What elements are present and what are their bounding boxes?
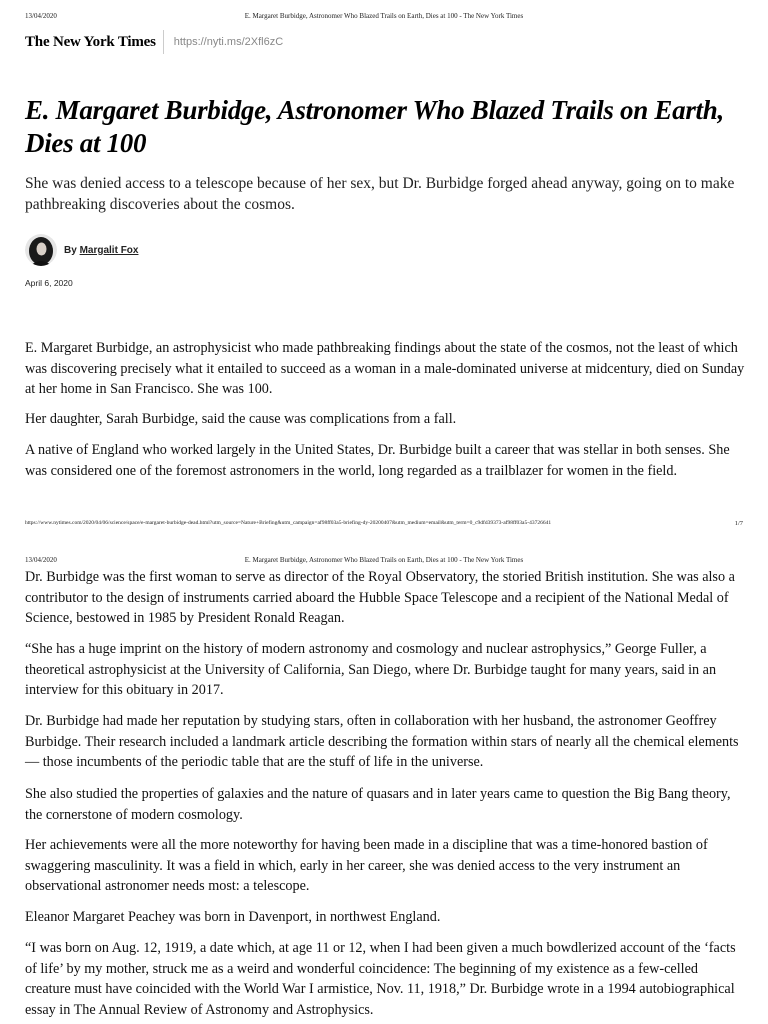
print-title: E. Margaret Burbidge, Astronomer Who Blazed Trails on Earth, Dies at 100 - The New York Times xyxy=(244,556,524,564)
body-paragraph: Her daughter, Sarah Burbidge, said the cause was complications from a fall. xyxy=(25,411,457,427)
page-footer-url: https://www.nytimes.com/2020/04/06/science/space/e-margaret-burbidge-dead.html?utm_source=Nature+Briefing&utm_campaign=af98ff03a5-briefing-dy-20200407&utm_medium=email&utm_term=0_c9dfd39373-af98ff03a5-43726641 xyxy=(25,520,552,526)
body-paragraph: Her achievements were all the more noteworthy for having been made in a discipline that was a time-honored bastion of swaggering masculinity. It was a field in which, early in her career, she was denied access to the very instrument an observational astronomer needs most: a telescope. xyxy=(25,837,708,895)
body-paragraph: “She has a huge imprint on the history of modern astronomy and cosmology and nuclear astrophysics,” George Fuller, a theoretical astrophysicist at the University of California, San Diego, where Dr. Burbidge taught for many years, said in an interview for this obituary in 2017. xyxy=(25,641,717,699)
author-portrait-icon xyxy=(25,234,57,266)
body-paragraph: “I was born on Aug. 12, 1919, a date which, at age 11 or 12, when I had been given a much bowdlerized account of the ‘facts of life’ by my mother, struck me as a weird and wonderful coincidence: The beginning of my existence as a few-celled creature must have coincided with the World War I armistice, Nov. 11, 1918,” Dr. Burbidge wrote in a 1994 autobiographical essay in The Annual Review of Astronomy and Astrophysics. xyxy=(25,940,736,1018)
author-link[interactable]: Margalit Fox xyxy=(79,244,139,256)
short-url-link[interactable]: https://nyti.ms/2Xfl6zC xyxy=(173,36,284,48)
print-title: E. Margaret Burbidge, Astronomer Who Blazed Trails on Earth, Dies at 100 - The New York Times xyxy=(244,12,524,20)
nyt-logo[interactable]: The New York Times xyxy=(25,33,156,50)
body-paragraph: Dr. Burbidge had made her reputation by studying stars, often in collaboration with her husband, the astronomer Geoffrey Burbidge. Their research included a landmark article describing the formation within stars of nearly all the chemical elements — those incumbents of the periodic table that are the stuff of life in the universe. xyxy=(25,713,739,771)
print-date: 13/04/2020 xyxy=(25,556,57,564)
body-paragraph: Eleanor Margaret Peachey was born in Davenport, in northwest England. xyxy=(25,909,441,925)
byline-text xyxy=(64,245,138,256)
article-summary: She was denied access to a telescope because of her sex, but Dr. Burbidge forged ahead anyway, going on to make pathbreaking discoveries about the cosmos. xyxy=(25,175,735,213)
body-paragraph: Dr. Burbidge was the first woman to serve as director of the Royal Observatory, the storied British institution. She was also a contributor to the design of instruments carried aboard the Hubble Space Telescope and a recipient of the National Medal of Science, bestowed in 1985 by President Ronald Reagan. xyxy=(25,569,735,627)
publish-date: April 6, 2020 xyxy=(25,278,73,288)
body-paragraph: E. Margaret Burbidge, an astrophysicist who made pathbreaking findings about the state of the cosmos, not the least of which was discovering precisely what it entailed to succeed as a woman in a male-dominated universe at midcentury, died on Sunday at her home in San Francisco. She was 100. xyxy=(25,340,745,398)
masthead-divider xyxy=(163,30,164,54)
byline xyxy=(25,234,138,266)
article-headline: E. Margaret Burbidge, Astronomer Who Blazed Trails on Earth, Dies at 100 xyxy=(25,95,724,158)
masthead xyxy=(25,30,283,54)
author-avatar[interactable] xyxy=(25,234,57,266)
body-paragraph: A native of England who worked largely in the United States, Dr. Burbidge built a career that was stellar in both senses. She was considered one of the foremost astronomers in the world, long regarded as a trailblazer for women in the field. xyxy=(25,442,730,479)
byline-prefix: By xyxy=(64,244,77,256)
print-date: 13/04/2020 xyxy=(25,12,57,20)
body-paragraph: She also studied the properties of galaxies and the nature of quasars and in later years came to question the Big Bang theory, the cornerstone of modern cosmology. xyxy=(25,786,731,823)
page-number: 1/7 xyxy=(734,520,743,527)
